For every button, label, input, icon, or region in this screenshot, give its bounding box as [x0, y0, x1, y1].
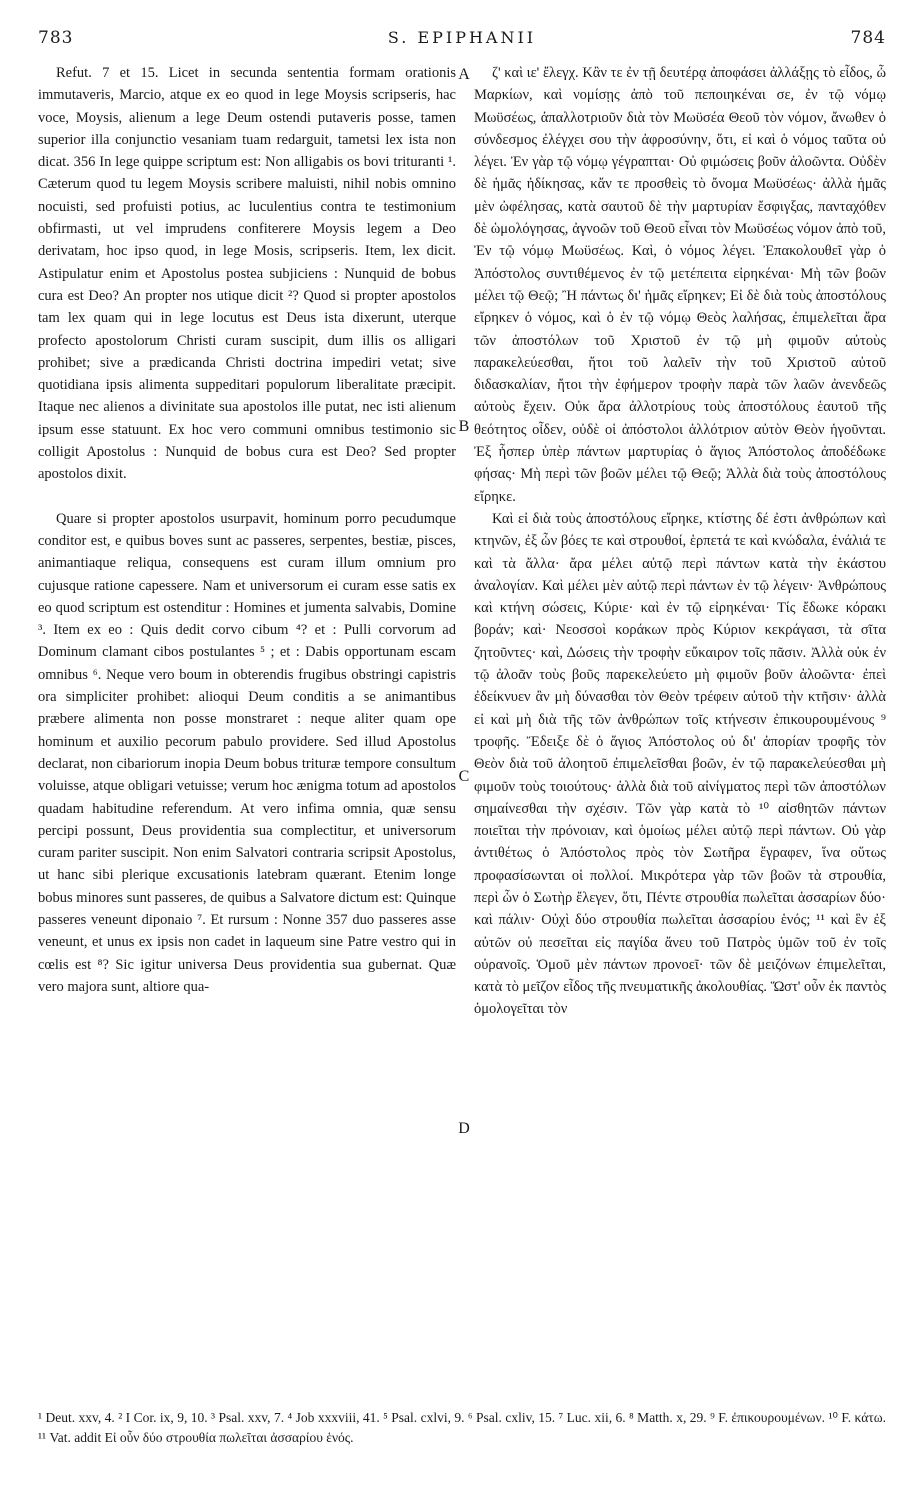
latin-column [38, 62, 456, 1392]
section-marker-b: B [458, 418, 470, 435]
section-marker-d: D [458, 1120, 470, 1137]
greek-paragraph: ζ' καὶ ιε' ἔλεγχ. Κἂν τε ἐν τῇ δευτέρᾳ ἀποφάσει ἀλλάξῃς τὸ εἶδος, ὦ Μαρκίων, καὶ νομίσῃς ἀπὸ τοῦ πεποιηκέναι σε, ἐν τῷ νόμῳ Μωϋσέως, ἀπαλλοτριοῦν διὰ τὸν Μωϋσέα Θεοῦ τὸν νόμον, ἄνωθεν ὁ σύνδεσμος ἐλέγχει σου τὴν ἀφροσύνην, ὅτι, εἰ καὶ ὁ νόμος ταῦτα οὐ λέγει. Ἐν γὰρ τῷ νόμῳ γέγραπται· Οὐ φιμώσεις βοῦν ἀλοῶντα. Οὐδὲν δὲ ἡμᾶς ἠδίκησας, κἄν τε προσθεὶς τὸ ὄνομα Μωϋσέως· ἀλλὰ ἡμᾶς μὲν ὠφέλησας, κατὰ σαυτοῦ δὲ τὴν μαρτυρίαν ἔσφιγξας, πανταχόθεν δὲ ὡμολόγησας, ἀγνοῶν τοῦ Θεοῦ εἶναι τὸν Μωϋσέως νόμον ἀπὸ τοῦ, Ἐν τῷ νόμῳ Μωϋσέως. Καὶ, ὁ νόμος λέγει. Ἐπακολουθεῖ γὰρ ὁ Ἀπόστολος συντιθέμενος ἐν τῷ μετέπειτα εἰρηκέναι· Μὴ τῶν βοῶν μέλει τῷ Θεῷ; Ἢ πάντως δι' ἡμᾶς εἴρηκεν; Εἰ δὲ διὰ τοὺς ἀποστόλους εἴρηκεν ὁ νόμος, καὶ ὁ ἐν τῷ νόμῳ Θεὸς λαλήσας, ἐπιμελεῖται ἄρα τῶν ἀποστόλων τοῦ Χριστοῦ ἐν τῷ μὴ φιμοῦν αὐτοὺς παρακελεύεσθαι, ἤτοι τοῦ λαλεῖν τὴν τοῦ Χριστοῦ αὐτοῦ διδασκαλίαν, ἤτοι τὴν ἐφήμερον τροφὴν παρὰ τῶν λαῶν ἀνενδεῶς αὐτοὺς ἔχειν. Οὐκ ἄρα ἀλλοτρίους τοὺς ἀποστόλους ἑαυτοῦ τῆς θεότητος οἶδεν, οὐδὲ οἱ ἀπόστολοι ἀλλότριον αὐτὸν Θεὸν ἡγοῦνται. Ἐξ ἧσπερ ὑπὲρ πάντων μαρτυρίας ὁ ἅγιος Ἀπόστολος ἀποδέδωκε φήσας· Μὴ περὶ τῶν βοῶν μέλει τῷ Θεῷ; Ἀλλὰ διὰ τοὺς ἀποστόλους εἴρηκε. [474, 65, 886, 505]
section-marker-a: A [458, 66, 470, 83]
left-page-number: 783 [38, 28, 74, 48]
running-title: S. EPIPHANII [387, 28, 537, 47]
latin-paragraph: Quare si propter apostolos usurpavit, hominum porro pecudumque conditor est, e quibus boves sunt ac passeres, serpentes, bestiæ, pisces, animantiaque reliqua, consequens est curam illum omnium pro cujusque ratione capessere. Nam et universorum ei curam esse satis ex eo quod scriptum est ostenditur : Homines et jumenta salvabis, Domine ³. Item ex eo : Quis dedit corvo cibum ⁴? et : Pulli corvorum ad Dominum clamant cibos postulantes ⁵ ; et : Dabis opportunam escam omnibus ⁶. Neque vero boum in obterendis frugibus obstringi capistris ora simpliciter prohibet: alioqui Deum conditis a se animantibus præbere alimenta non posse monstraret : neque aliter quam ope hominum et auxilio pecorum pabulo providere. Sed illud Apostolus declarat, non cibariorum inopia Deum bobus trituræ tempore consultum voluisse, atque obligari vetuisse; verum hoc ænigma totum ad apostolos quadam habitudine referendum. At vero infima omnia, quæ sensu percipi possunt, Deus providentia sua complectitur, et universorum curam pariter suscipit. Non enim Salvatori contraria scripsit Apostolus, ut hanc sibi plerique excusationis latebram quærant. Etenim longe bobus minores sunt passeres, de quibus a Salvatore dictum est: Quinque passeres veneunt diponaio ⁷. Et rursum : Nonne 357 duo passeres asse veneunt, et unus ex ipsis non cadet in laqueum sine Patre vestro qui in cœlis est ⁸? Sic igitur universa Deus providentia sua gubernat. Quæ vero majora sunt, altiore qua- [38, 510, 456, 995]
section-marker-c: C [458, 768, 470, 785]
right-page-number: 784 [850, 28, 886, 48]
footnotes: ¹ Deut. xxv, 4. ² I Cor. ix, 9, 10. ³ Psal. xxv, 7. ⁴ Job xxxviii, 41. ⁵ Psal. cxlvi, 9. ⁶ Psal. cxliv, 15. ⁷ Luc. xii, 6. ⁸ Matth. x, 29. ⁹ F. ἐπικουρουμένων. ¹⁰ F. κάτω. ¹¹ Vat. addit Εἰ οὖν δύο στρουθία πωλεῖται ἀσσαρίου ἑνός. [38, 1410, 886, 1445]
latin-paragraph: Refut. 7 et 15. Licet in secunda sententia formam orationis immutaveris, Marcio, atque ex eo quod in lege Moysis scripseris, hac voce, Moysis, alienum a lege Deum ostendi putaveris posse, tamen superior illa conjunctio vesaniam tuam redarguit, tametsi lex ista non dicat. 356 In lege quippe scriptum est: Non alligabis os bovi trituranti ¹. Cæterum quod tu legem Moysis scribere maluisti, nihil nobis omnino nocuisti, sed profuisti potius, ac luculentius contra te testimonium obfirmasti, ut vel imprudens confiterere Moysis legem a Deo derivatam, hoc ipso quod, in lege Mosis, scripseris. Item, lex dicit. Astipulatur enim et Apostolus postea subjiciens : Nunquid de bobus cura est Deo? An propter nos utique dicit ²? Quod si propter apostolos tam lex quam qui in lege locutus est Deus ista dixerunt, uterque profecto apostolorum Christi curam suscipit, dum illis os alligari prohibet; sive a prædicanda Christi doctrina impediri vetat; sive quotidiana ipsis alimenta suppeditari populorum liberalitate præcipit. Itaque nec alienos a divinitate sua apostolos ille putat, nec isti alienum ipsum esse statuunt. Ex hoc vero communi omnibus testimonio sic colligit Apostolus : Nunquid de bobus cura est Deo? Sed propter apostolos dixit. [38, 65, 456, 483]
page-header [38, 28, 886, 54]
greek-column [474, 62, 886, 1392]
greek-paragraph: Καὶ εἰ διὰ τοὺς ἀποστόλους εἴρηκε, κτίστης δέ ἐστι ἀνθρώπων καὶ κτηνῶν, ἐξ ὧν βόες τε καὶ στρουθοί, ἑρπετά τε καὶ κνώδαλα, ἐνάλιά τε καὶ τὰ ἄλλα· ἄρα μέλει αὐτῷ περὶ πάντων κατὰ τὴν ἑκάστου ἀναλογίαν. Καὶ μέλει μὲν αὐτῷ περὶ πάντων ἐν τῷ λέγειν· Ἀνθρώπους καὶ κτήνη σώσεις, Κύριε· καὶ ἐν τῷ εἰρηκέναι· Τίς ἔδωκε κόρακι βοράν; καὶ· Νεοσσοὶ κοράκων πρὸς Κύριον κεκράγασι, τὰ σῖτα ζητοῦντες· καὶ, Δώσεις τὴν τροφὴν εὔκαιρον τοῖς πᾶσιν. Ἀλλὰ οὐκ ἐν τῷ ἀλοᾶν τοὺς βοῦς παρεκελεύετο μὴ φιμοῦν βοῦν ἀλοῶντα· ἐπεὶ ἐδείκνυεν ἂν μὴ δύνασθαι τὸν Θεὸν τρέφειν αὐτοῦ τὴν κτῆσιν· ἀλλὰ εἰ καὶ μὴ διὰ τῆς τῶν ἀνθρώπων τοῖς κτήνεσιν ἐπικουρουμένους ⁹ τροφῆς. Ἔδειξε δὲ ὁ ἅγιος Ἀπόστολος οὐ δι' ἀπορίαν τροφῆς τὸν Θεὸν διὰ τοῦ ἀλοητοῦ ἐπιμελεῖσθαι βοῶν, ἐν τῷ παρακελεύεσθαι μὴ φιμοῦν τοὺς τοιούτους· ἀλλὰ διὰ τοῦ αἰνίγματος περὶ τῶν ἀποστόλων σημαίνεσθαι τὴν σχέσιν. Τῶν γὰρ κατὰ τὸ ¹⁰ αἰσθητῶν πάντων ποιεῖται τὴν πρόνοιαν, καὶ ὁμοίως μέλει αὐτῷ περὶ πάντων. Οὐ γὰρ ἀντιθέτως ὁ Ἀπόστολος πρὸς τὸν Σωτῆρα ἔγραφεν, ἵνα οὕτως προφασίσωνται οἱ πολλοί. Μικρότερα γὰρ τῶν βοῶν τὰ στρουθία, περὶ ὧν ὁ Σωτὴρ ἔλεγεν, ὅτι, Πέντε στρουθία πωλεῖται ἀσσαρίων δύο· καὶ πάλιν· Οὐχὶ δύο στρουθία πωλεῖται ἀσσαρίου ἑνός; ¹¹ καὶ ἓν ἐξ αὐτῶν οὐ πεσεῖται εἰς παγίδα ἄνευ τοῦ Πατρὸς ὑμῶν τοῦ ἐν τοῖς οὐρανοῖς. Ὁμοῦ μὲν πάντων προνοεῖ· τῶν δὲ μειζόνων ἐπιμελεῖται, κατὰ τὸ μεῖζον εἶδος τῆς πνευματικῆς ἀκολουθίας. Ὥστ' οὖν ἐκ παντὸς ὁμολογεῖται τὸν [474, 510, 886, 1018]
